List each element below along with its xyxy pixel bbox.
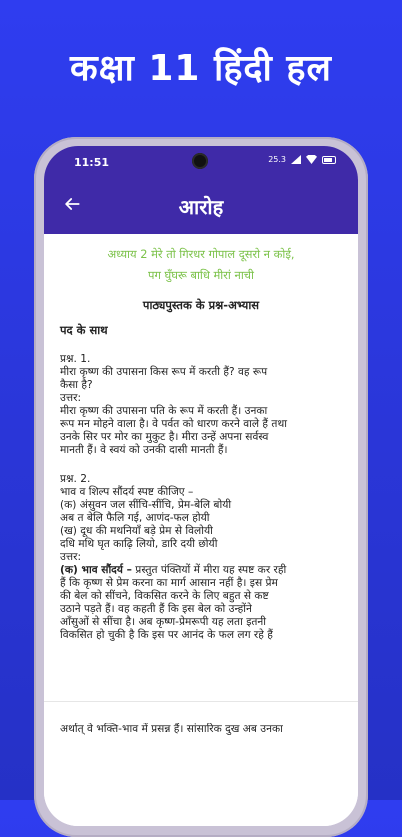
wifi-icon [306, 155, 317, 164]
q2-label: प्रश्न. 2. [60, 473, 91, 485]
battery-icon [322, 156, 336, 164]
chapter-line-1: अध्याय 2 मेरे तो गिरधर गोपाल दूसरो न कोई, [107, 247, 295, 261]
q1-question-line: कैसा है? [60, 379, 93, 391]
q2-answer-line: उठाने पड़ते हैं। वह कहती हैं कि इस बेल को उन्होंने [60, 603, 252, 615]
q2-answer-line: हैं कि कृष्ण से प्रेम करना का मार्ग आसान नहीं है। इस प्रेम [60, 577, 278, 589]
q1-label: प्रश्न. 1. [60, 353, 91, 365]
q2-answer-line: विकसित हो चुकी है कि इस पर आनंद के फल लग रहे हैं [60, 629, 273, 641]
q1-answer-line: मानती हैं। वे स्वयं को उनकी दासी मानती हैं। [60, 444, 228, 456]
q2-question-line: भाव व शिल्प सौंदर्य स्पष्ट कीजिए – [60, 486, 194, 498]
network-speed: 25.3 [268, 155, 286, 164]
status-bar [44, 146, 358, 178]
app-screen [44, 146, 358, 826]
camera-cutout [192, 153, 208, 169]
bottom-preview-text: अर्थात् वे भक्ति-भाव में प्रसन्न हैं। सांसारिक दुख अब उनका [60, 723, 283, 735]
q1-answer-line: उनके सिर पर मोर का मुकुट है। मीरा उन्हें अपना सर्वस्व [60, 431, 269, 443]
sub-heading: पद के साथ [60, 323, 108, 337]
question-2 [60, 473, 342, 642]
q2-question-line: दधि मथि घृत काढ़ि लियो, डारि दयी छोयी [60, 538, 218, 550]
content-divider [44, 701, 358, 702]
bottom-fade [44, 743, 358, 826]
q1-answer-line: रूप मन मोहने वाला है। वे पर्वत को धारण करने वाले हैं तथा [60, 418, 287, 430]
q2-answer-line: आँसुओं से सींचा है। अब कृष्ण-प्रेमरूपी यह लता इतनी [60, 616, 267, 628]
status-time: 11:51 [74, 156, 110, 169]
signal-icon [291, 155, 301, 164]
app-title: आरोह [178, 195, 224, 219]
app-bar [44, 178, 358, 234]
q1-question-line: मीरा कृष्ण की उपासना किस रूप में करती हैं? वह रूप [60, 366, 268, 378]
q2-question-line: (ख) दूध की मथनियाँ बड़े प्रेम से विलोयी [60, 525, 213, 537]
status-icons [268, 155, 336, 164]
q2-answer-line: की बेल को सींचने, विकसित करने के लिए बहुत से कष्ट [60, 590, 269, 602]
q2-question-line: (क) अंसुवन जल सींचि-सींचि, प्रेम-बेलि बोयी [60, 499, 232, 511]
content-area[interactable] [44, 234, 358, 724]
q2-question-line: अब त बेलि फैलि गई, आणंद-फल होयी [60, 512, 210, 524]
chapter-line-2: पग घुँघरू बाधि मीरां नाची [148, 268, 254, 282]
question-1 [60, 353, 342, 457]
q2-answer-bold: (क) भाव सौंदर्य – [60, 564, 132, 576]
q1-answer-label: उत्तर: [60, 392, 82, 404]
q2-answer-first-line [60, 564, 342, 577]
q1-answer-line: मीरा कृष्ण की उपासना पति के रूप में करती हैं। उनका [60, 405, 268, 417]
promo-title: कक्षा 11 हिंदी हल [70, 48, 332, 89]
q2-answer-label: उत्तर: [60, 551, 82, 563]
chapter-heading [60, 244, 342, 286]
q2-answer-first-rest: प्रस्तुत पंक्तियों में मीरा यह स्पष्ट कर रही [131, 564, 287, 576]
section-heading: पाठ्यपुस्तक के प्रश्न-अभ्यास [142, 298, 260, 312]
